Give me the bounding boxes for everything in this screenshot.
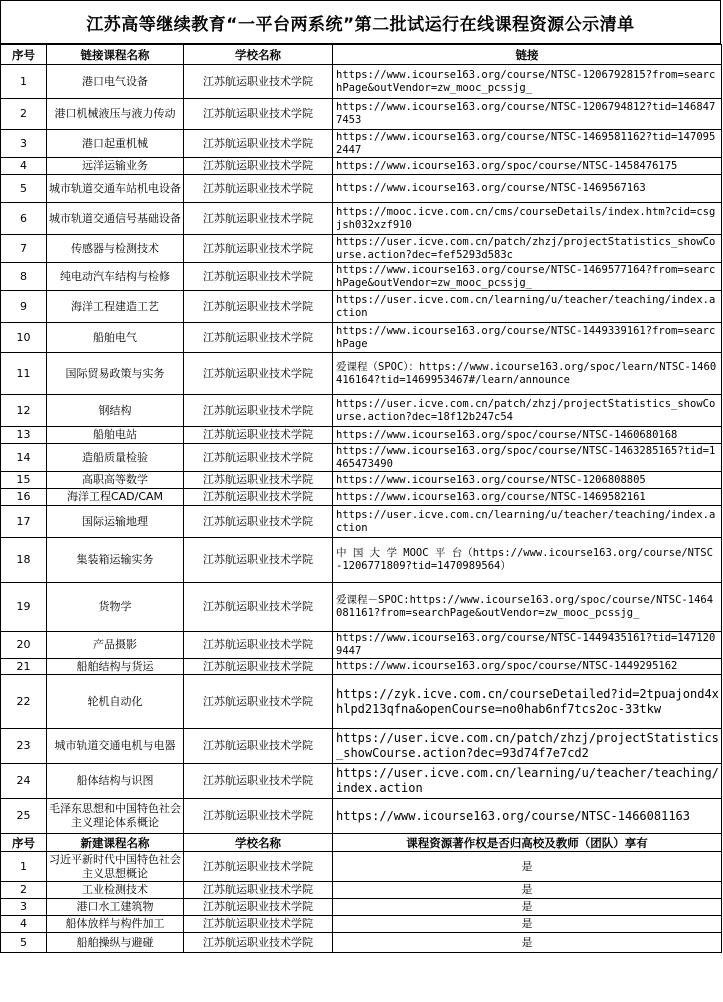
row-number: 3: [1, 899, 47, 916]
school-name: 江苏航运职业技术学院: [184, 632, 333, 659]
school-name: 江苏航运职业技术学院: [184, 203, 333, 235]
row-number: 14: [1, 444, 47, 472]
course-name: 产品摄影: [47, 632, 184, 659]
table-row: [1, 263, 722, 291]
school-name: 江苏航运职业技术学院: [184, 263, 333, 291]
section2-header-row: [1, 834, 722, 852]
course-link[interactable]: 爱课程－SPOC:https://www.icourse163.org/spoc/course/NTSC-1464081161?from=searchPage&outVendor=zw_mooc_pcssjg_: [333, 583, 722, 632]
school-name: 江苏航运职业技术学院: [184, 99, 333, 130]
header-no: 序号: [1, 834, 47, 852]
course-link[interactable]: https://www.icourse163.org/course/NTSC-1469577164?from=searchPage&outVendor=zw_mooc_pcssjg_: [333, 263, 722, 291]
school-name: 江苏航运职业技术学院: [184, 291, 333, 323]
course-name: 毛泽东思想和中国特色社会主义理论体系概论: [47, 799, 184, 834]
course-name: 高职高等数学: [47, 472, 184, 489]
school-name: 江苏航运职业技术学院: [184, 899, 333, 916]
course-name: 船舶结构与货运: [47, 659, 184, 675]
row-number: 6: [1, 203, 47, 235]
table-row: [1, 632, 722, 659]
school-name: 江苏航运职业技术学院: [184, 852, 333, 882]
course-link[interactable]: https://zyk.icve.com.cn/courseDetailed?id=2tpuajond4xhlpd213qfna&openCourse=no0hab6nf7tcs2oc-33tkw: [333, 675, 722, 729]
table-row: [1, 203, 722, 235]
row-number: 13: [1, 427, 47, 444]
school-name: 江苏航运职业技术学院: [184, 489, 333, 506]
course-link[interactable]: https://www.icourse163.org/course/NTSC-1206808805: [333, 472, 722, 489]
table-row: [1, 235, 722, 263]
course-link[interactable]: https://www.icourse163.org/course/NTSC-1449339161?from=searchPage: [333, 323, 722, 353]
row-number: 12: [1, 395, 47, 427]
row-number: 1: [1, 65, 47, 99]
school-name: 江苏航运职业技术学院: [184, 235, 333, 263]
course-link[interactable]: https://www.icourse163.org/course/NTSC-1449435161?tid=1471209447: [333, 632, 722, 659]
course-link[interactable]: https://www.icourse163.org/spoc/course/NTSC-1458476175: [333, 158, 722, 175]
row-number: 2: [1, 882, 47, 899]
course-name: 船舶操纵与避碰: [47, 933, 184, 953]
course-link[interactable]: https://www.icourse163.org/spoc/course/NTSC-1460680168: [333, 427, 722, 444]
course-name: 港口机械液压与液力传动: [47, 99, 184, 130]
row-number: 7: [1, 235, 47, 263]
course-link[interactable]: https://www.icourse163.org/spoc/course/NTSC-1463285165?tid=1465473490: [333, 444, 722, 472]
header-link: 链接: [333, 45, 722, 65]
course-link[interactable]: https://user.icve.com.cn/learning/u/teacher/teaching/index.action: [333, 506, 722, 538]
course-link[interactable]: https://www.icourse163.org/course/NTSC-1466081163: [333, 799, 722, 834]
school-name: 江苏航运职业技术学院: [184, 799, 333, 834]
row-number: 1: [1, 852, 47, 882]
school-name: 江苏航运职业技术学院: [184, 583, 333, 632]
course-name: 港口电气设备: [47, 65, 184, 99]
course-name: 集装箱运输实务: [47, 538, 184, 583]
course-name: 城市轨道交通车站机电设备: [47, 175, 184, 203]
row-number: 8: [1, 263, 47, 291]
school-name: 江苏航运职业技术学院: [184, 933, 333, 953]
course-link[interactable]: https://user.icve.com.cn/patch/zhzj/projectStatistics_showCourse.action?dec=93d74f7e7cd2: [333, 729, 722, 764]
row-number: 20: [1, 632, 47, 659]
table-row: [1, 899, 722, 916]
row-number: 5: [1, 933, 47, 953]
course-link[interactable]: https://user.icve.com.cn/learning/u/teacher/teaching/index.action: [333, 291, 722, 323]
section1-header-row: [1, 45, 722, 65]
row-number: 15: [1, 472, 47, 489]
course-name: 城市轨道交通电机与电器: [47, 729, 184, 764]
row-number: 10: [1, 323, 47, 353]
course-name: 城市轨道交通信号基础设备: [47, 203, 184, 235]
page-title: 江苏高等继续教育“一平台两系统”第二批试运行在线课程资源公示清单: [0, 0, 721, 44]
row-number: 21: [1, 659, 47, 675]
row-number: 24: [1, 764, 47, 799]
table-row: [1, 489, 722, 506]
course-table: [0, 44, 722, 953]
school-name: 江苏航运职业技术学院: [184, 65, 333, 99]
row-number: 5: [1, 175, 47, 203]
row-number: 3: [1, 130, 47, 158]
table-row: [1, 506, 722, 538]
copyright-value: 是: [333, 882, 722, 899]
table-row: [1, 583, 722, 632]
school-name: 江苏航运职业技术学院: [184, 675, 333, 729]
table-row: [1, 882, 722, 899]
school-name: 江苏航运职业技术学院: [184, 427, 333, 444]
header-school: 学校名称: [184, 45, 333, 65]
table-row: [1, 799, 722, 834]
school-name: 江苏航运职业技术学院: [184, 764, 333, 799]
row-number: 4: [1, 158, 47, 175]
school-name: 江苏航运职业技术学院: [184, 882, 333, 899]
course-name: 钢结构: [47, 395, 184, 427]
table-row: [1, 427, 722, 444]
table-row: [1, 444, 722, 472]
table-row: [1, 933, 722, 953]
row-number: 17: [1, 506, 47, 538]
course-link[interactable]: https://www.icourse163.org/course/NTSC-1206794812?tid=1468477453: [333, 99, 722, 130]
row-number: 23: [1, 729, 47, 764]
table-row: [1, 353, 722, 395]
course-name: 纯电动汽车结构与检修: [47, 263, 184, 291]
header-school: 学校名称: [184, 834, 333, 852]
school-name: 江苏航运职业技术学院: [184, 659, 333, 675]
table-row: [1, 852, 722, 882]
course-name: 工业检测技术: [47, 882, 184, 899]
table-row: [1, 291, 722, 323]
course-name: 轮机自动化: [47, 675, 184, 729]
row-number: 22: [1, 675, 47, 729]
table-row: [1, 99, 722, 130]
course-link[interactable]: https://mooc.icve.com.cn/cms/courseDetails/index.htm?cid=csgjsh032xzf910: [333, 203, 722, 235]
school-name: 江苏航运职业技术学院: [184, 395, 333, 427]
table-row: [1, 395, 722, 427]
row-number: 2: [1, 99, 47, 130]
school-name: 江苏航运职业技术学院: [184, 506, 333, 538]
course-link[interactable]: https://user.icve.com.cn/learning/u/teacher/teaching/index.action: [333, 764, 722, 799]
school-name: 江苏航运职业技术学院: [184, 444, 333, 472]
course-name: 船体放样与构件加工: [47, 916, 184, 933]
copyright-value: 是: [333, 852, 722, 882]
school-name: 江苏航运职业技术学院: [184, 323, 333, 353]
table-row: [1, 916, 722, 933]
school-name: 江苏航运职业技术学院: [184, 130, 333, 158]
course-name: 国际贸易政策与实务: [47, 353, 184, 395]
table-row: [1, 472, 722, 489]
course-name: 海洋工程CAD/CAM: [47, 489, 184, 506]
row-number: 4: [1, 916, 47, 933]
copyright-value: 是: [333, 899, 722, 916]
course-name: 远洋运输业务: [47, 158, 184, 175]
course-link[interactable]: https://www.icourse163.org/course/NTSC-1469567163: [333, 175, 722, 203]
school-name: 江苏航运职业技术学院: [184, 538, 333, 583]
row-number: 11: [1, 353, 47, 395]
course-name: 造船质量检验: [47, 444, 184, 472]
table-row: [1, 175, 722, 203]
copyright-value: 是: [333, 916, 722, 933]
course-name: 海洋工程建造工艺: [47, 291, 184, 323]
course-name: 习近平新时代中国特色社会主义思想概论: [47, 852, 184, 882]
course-name: 国际运输地理: [47, 506, 184, 538]
table-row: [1, 764, 722, 799]
course-link[interactable]: 爱课程（SPOC）：https://www.icourse163.org/spoc/learn/NTSC-1460416164?tid=1469953467#/learn/announce: [333, 353, 722, 395]
table-row: [1, 65, 722, 99]
table-row: [1, 659, 722, 675]
course-link[interactable]: https://www.icourse163.org/course/NTSC-1206792815?from=searchPage&outVendor=zw_mooc_pcssjg_: [333, 65, 722, 99]
course-name: 船舶电站: [47, 427, 184, 444]
header-course: 链接课程名称: [47, 45, 184, 65]
header-copyright: 课程资源著作权是否归高校及教师（团队）享有: [333, 834, 722, 852]
school-name: 江苏航运职业技术学院: [184, 472, 333, 489]
course-name: 港口水工建筑物: [47, 899, 184, 916]
table-row: [1, 323, 722, 353]
school-name: 江苏航运职业技术学院: [184, 729, 333, 764]
course-link[interactable]: https://www.icourse163.org/course/NTSC-1469582161: [333, 489, 722, 506]
course-name: 船舶电气: [47, 323, 184, 353]
course-name: 港口起重机械: [47, 130, 184, 158]
table-row: [1, 158, 722, 175]
header-no: 序号: [1, 45, 47, 65]
school-name: 江苏航运职业技术学院: [184, 158, 333, 175]
row-number: 9: [1, 291, 47, 323]
row-number: 16: [1, 489, 47, 506]
school-name: 江苏航运职业技术学院: [184, 916, 333, 933]
school-name: 江苏航运职业技术学院: [184, 353, 333, 395]
course-name: 传感器与检测技术: [47, 235, 184, 263]
course-link[interactable]: 中 国 大 学 MOOC 平 台（https://www.icourse163.org/course/NTSC-1206771809?tid=1470989564）: [333, 538, 722, 583]
course-link[interactable]: https://www.icourse163.org/spoc/course/NTSC-1449295162: [333, 659, 722, 675]
course-link[interactable]: https://www.icourse163.org/course/NTSC-1469581162?tid=1470952447: [333, 130, 722, 158]
row-number: 18: [1, 538, 47, 583]
course-name: 船体结构与识图: [47, 764, 184, 799]
course-name: 货物学: [47, 583, 184, 632]
course-link[interactable]: https://user.icve.com.cn/patch/zhzj/projectStatistics_showCourse.action?dec=fef5293d583c: [333, 235, 722, 263]
table-row: [1, 729, 722, 764]
row-number: 19: [1, 583, 47, 632]
copyright-value: 是: [333, 933, 722, 953]
table-row: [1, 130, 722, 158]
header-new-course: 新建课程名称: [47, 834, 184, 852]
table-row: [1, 675, 722, 729]
school-name: 江苏航运职业技术学院: [184, 175, 333, 203]
course-link[interactable]: https://user.icve.com.cn/patch/zhzj/projectStatistics_showCourse.action?dec=18f12b247c54: [333, 395, 722, 427]
row-number: 25: [1, 799, 47, 834]
table-row: [1, 538, 722, 583]
